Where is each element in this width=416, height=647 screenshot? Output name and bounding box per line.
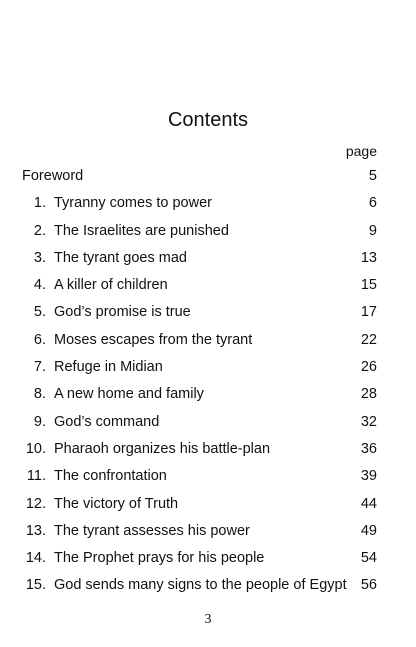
toc-entry-page: 39 bbox=[360, 468, 377, 485]
toc-entry-page: 22 bbox=[360, 331, 377, 348]
toc-entry-page: 26 bbox=[360, 359, 377, 376]
toc-entry-number: 10. bbox=[25, 440, 46, 457]
toc-entry-title: God’s promise is true bbox=[54, 304, 191, 321]
toc-entry[interactable] bbox=[22, 299, 377, 326]
toc-entry-title: A killer of children bbox=[54, 277, 168, 294]
toc-entry[interactable] bbox=[22, 272, 377, 299]
toc-entry[interactable] bbox=[22, 436, 377, 463]
toc-entry-foreword[interactable] bbox=[22, 163, 377, 190]
toc-entry-title: Moses escapes from the tyrant bbox=[54, 331, 253, 348]
toc-entry-number: 14. bbox=[25, 550, 46, 567]
toc-entry-title: God’s command bbox=[54, 413, 160, 430]
toc-entry-number: 12. bbox=[25, 495, 46, 512]
toc-entry[interactable] bbox=[22, 381, 377, 408]
toc-entry[interactable] bbox=[22, 491, 377, 518]
table-of-contents bbox=[22, 163, 377, 600]
toc-entry-page: 49 bbox=[360, 522, 377, 539]
toc-entry-number: 3. bbox=[33, 249, 46, 266]
toc-entry-number: 1. bbox=[33, 195, 46, 212]
toc-entry-number: 5. bbox=[33, 304, 46, 321]
toc-entry-number: 15. bbox=[25, 577, 46, 594]
toc-entry-page: 54 bbox=[360, 550, 377, 567]
page-column-label: page bbox=[345, 143, 377, 159]
toc-entry-title: The Israelites are punished bbox=[54, 222, 229, 239]
page-number: 3 bbox=[204, 612, 212, 627]
toc-entry-page: 15 bbox=[360, 277, 377, 294]
toc-entry-page: 32 bbox=[360, 413, 377, 430]
toc-entry-number: 13. bbox=[25, 522, 46, 539]
toc-entry-page: 17 bbox=[360, 304, 377, 321]
toc-entry-title: The confrontation bbox=[54, 468, 167, 485]
toc-entry-title: The tyrant goes mad bbox=[54, 249, 187, 266]
toc-entry-page: 44 bbox=[360, 495, 377, 512]
toc-entry[interactable] bbox=[22, 463, 377, 490]
toc-entry-number: 6. bbox=[33, 331, 46, 348]
toc-entry-title: The victory of Truth bbox=[54, 495, 179, 512]
toc-entry-page: 13 bbox=[360, 249, 377, 266]
toc-entry-number: 9. bbox=[33, 413, 46, 430]
toc-entry-page: 36 bbox=[360, 440, 377, 457]
toc-entry-page: 56 bbox=[360, 577, 377, 594]
page-title: Contents bbox=[167, 109, 249, 131]
toc-entry[interactable] bbox=[22, 518, 377, 545]
toc-entry[interactable] bbox=[22, 218, 377, 245]
toc-entry-page: 6 bbox=[368, 195, 377, 212]
toc-entry[interactable] bbox=[22, 545, 377, 572]
toc-entry[interactable] bbox=[22, 327, 377, 354]
toc-entry-number: 11. bbox=[26, 468, 46, 485]
toc-entry-title: Refuge in Midian bbox=[54, 359, 163, 376]
toc-entry-number: 2. bbox=[33, 222, 46, 239]
toc-entry[interactable] bbox=[22, 409, 377, 436]
toc-entry-title: A new home and family bbox=[54, 386, 204, 403]
toc-entry-title: Pharaoh organizes his battle-plan bbox=[54, 440, 271, 457]
toc-entry-number: 4. bbox=[33, 277, 46, 294]
toc-entry-title: Tyranny comes to power bbox=[54, 195, 212, 212]
toc-entry-title: God sends many signs to the people of Egypt bbox=[54, 577, 347, 594]
toc-entry-number: 8. bbox=[33, 386, 46, 403]
toc-entry[interactable] bbox=[22, 190, 377, 217]
toc-entry-page: 9 bbox=[368, 222, 377, 239]
toc-entry[interactable] bbox=[22, 572, 377, 599]
toc-entry-page: 28 bbox=[360, 386, 377, 403]
toc-entry[interactable] bbox=[22, 354, 377, 381]
toc-entry-title: Foreword bbox=[22, 168, 84, 184]
toc-entry-number: 7. bbox=[33, 359, 46, 376]
toc-entry-page: 5 bbox=[368, 168, 377, 184]
toc-entry-title: The Prophet prays for his people bbox=[54, 550, 265, 567]
toc-entry[interactable] bbox=[22, 245, 377, 272]
toc-entry-title: The tyrant assesses his power bbox=[54, 522, 250, 539]
